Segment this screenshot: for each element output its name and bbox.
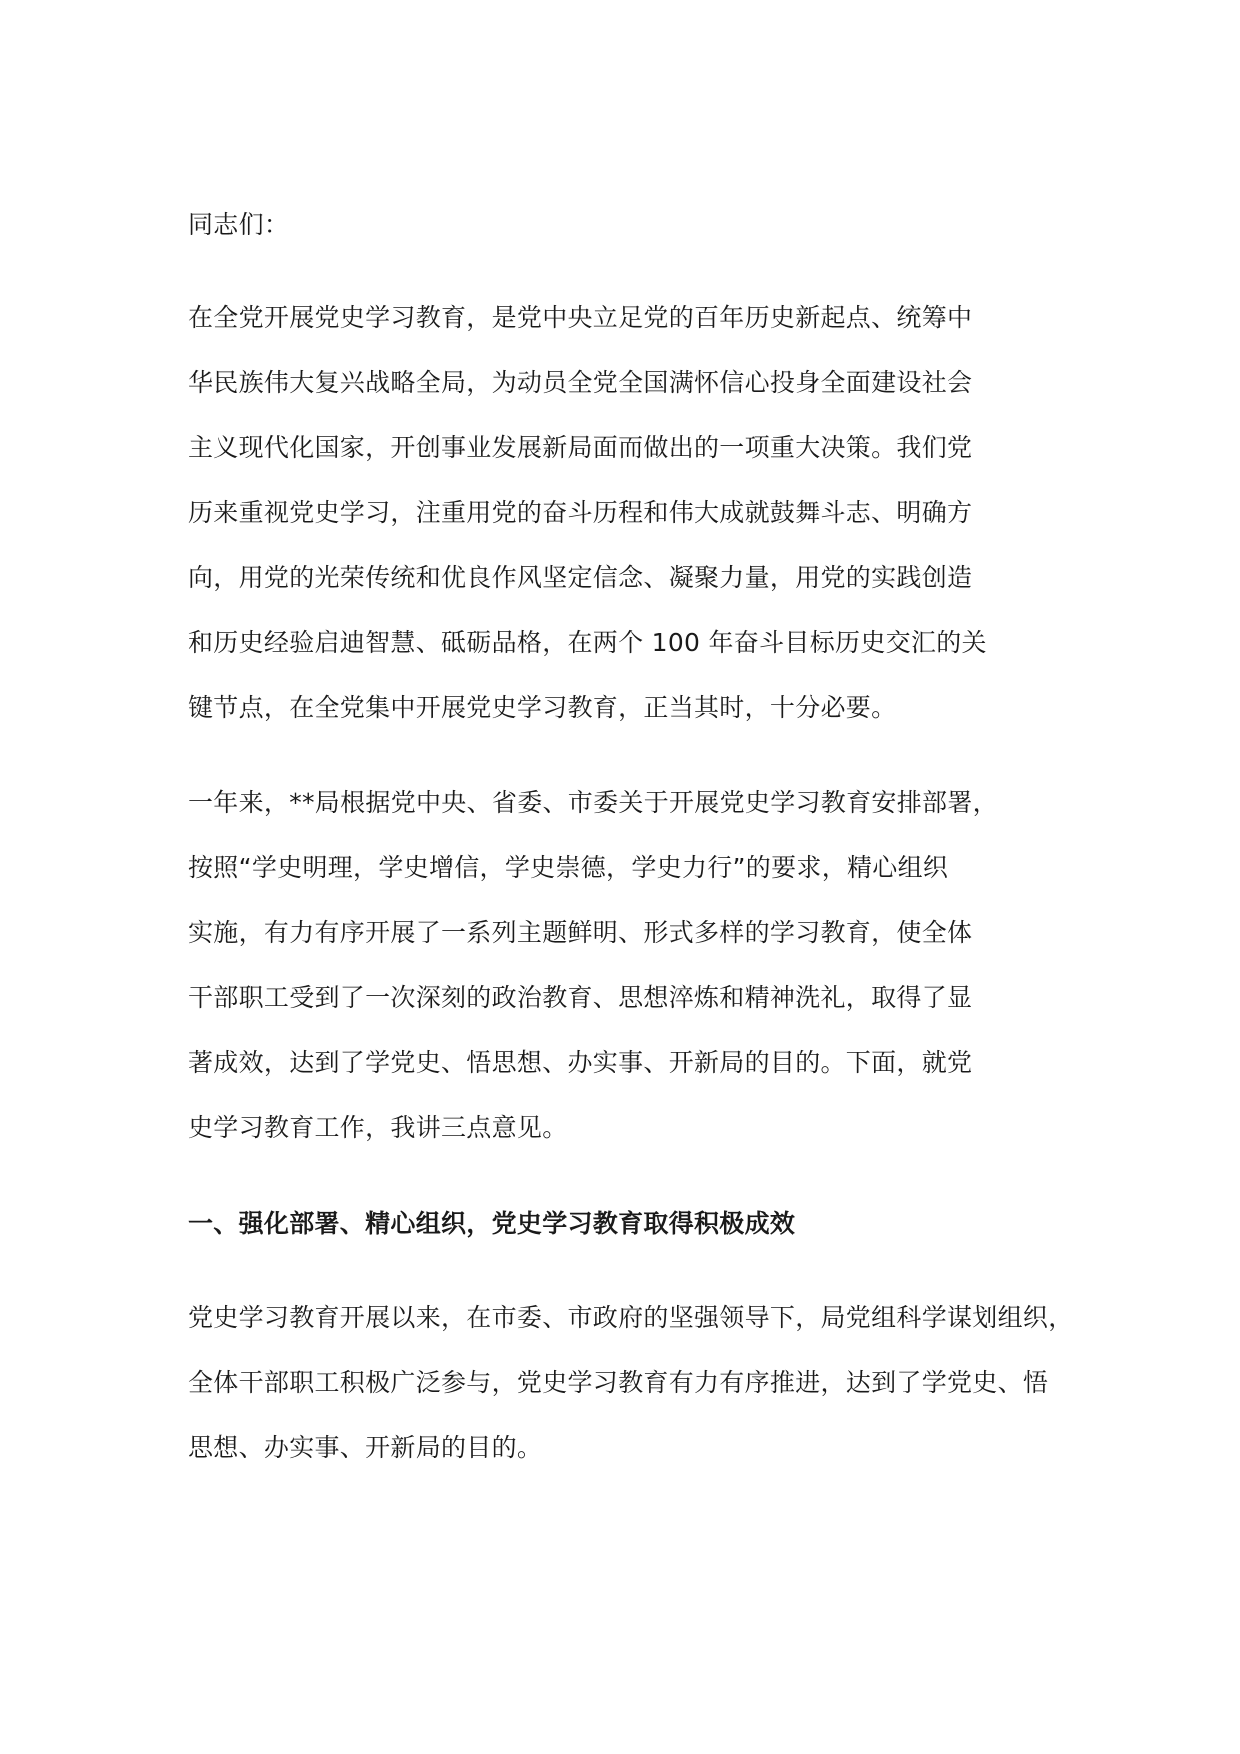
- paragraph-1-line: 向，用党的光荣传统和优良作风坚定信念、凝聚力量，用党的实践创造: [188, 563, 973, 592]
- paragraph-2-line: 一年来，**局根据党中央、省委、市委关于开展党史学习教育安排部署，: [188, 788, 998, 817]
- section-1-line: 全体干部职工积极广泛参与，党史学习教育有力有序推进，达到了学党史、悟: [188, 1368, 1049, 1397]
- paragraph-1-line: 华民族伟大复兴战略全局，为动员全党全国满怀信心投身全面建设社会: [188, 368, 973, 397]
- paragraph-1-line: 在全党开展党史学习教育，是党中央立足党的百年历史新起点、统筹中: [188, 303, 973, 332]
- section-1-line: 思想、办实事、开新局的目的。: [188, 1433, 543, 1462]
- paragraph-1-line: 和历史经验启迪智慧、砥砺品格，在两个 100 年奋斗目标历史交汇的关: [188, 628, 987, 657]
- paragraph-2-line: 著成效，达到了学党史、悟思想、办实事、开新局的目的。下面，就党: [188, 1048, 973, 1077]
- paragraph-2-line: 按照“学史明理，学史增信，学史崇德，学史力行”的要求，精心组织: [188, 853, 949, 882]
- paragraph-2-line: 实施，有力有序开展了一系列主题鲜明、形式多样的学习教育，使全体: [188, 918, 973, 947]
- greeting: 同志们：: [188, 210, 290, 239]
- paragraph-1-line: 主义现代化国家，开创事业发展新局面而做出的一项重大决策。我们党: [188, 433, 973, 462]
- paragraph-1-line: 键节点，在全党集中开展党史学习教育，正当其时，十分必要。: [188, 693, 897, 722]
- section-1-line: 党史学习教育开展以来，在市委、市政府的坚强领导下，局党组科学谋划组织，: [188, 1303, 1074, 1332]
- section-heading: 一、强化部署、精心组织，党史学习教育取得积极成效: [188, 1209, 796, 1238]
- paragraph-1-line: 历来重视党史学习，注重用党的奋斗历程和伟大成就鼓舞斗志、明确方: [188, 498, 973, 527]
- paragraph-2-line: 干部职工受到了一次深刻的政治教育、思想淬炼和精神洗礼，取得了显: [188, 983, 973, 1012]
- paragraph-2-line: 史学习教育工作，我讲三点意见。: [188, 1113, 568, 1142]
